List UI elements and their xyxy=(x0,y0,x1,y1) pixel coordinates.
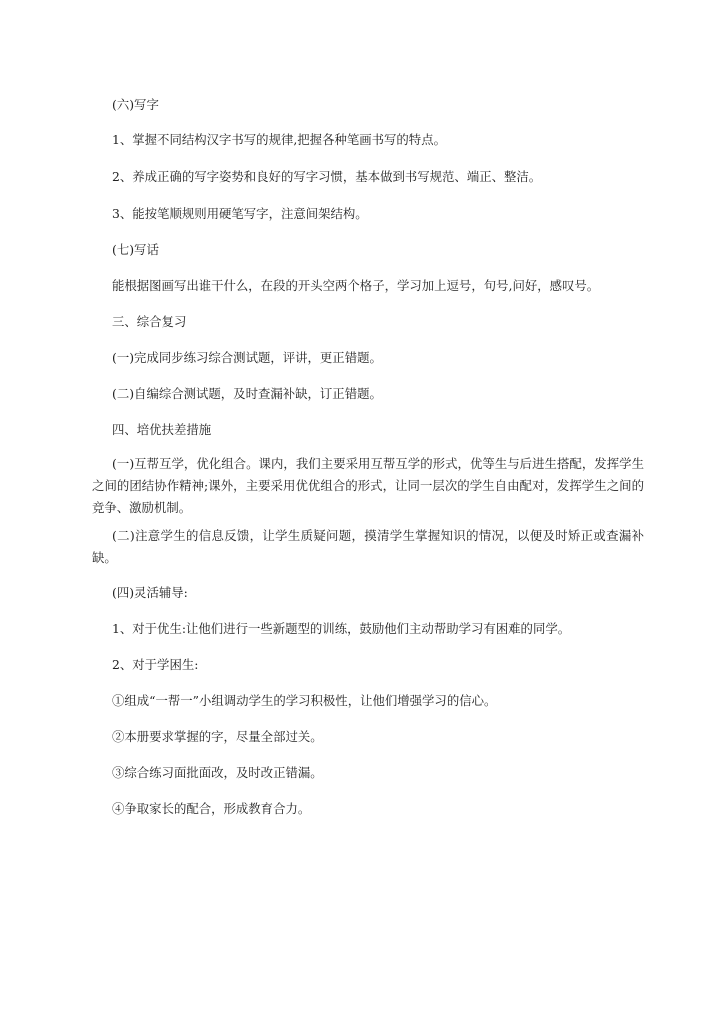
measures-paragraph-1: (一)互帮互学，优化组合。课内，我们主要采用互帮互学的形式，优等生与后进生搭配，发挥学生之间的团结协作精神;课外，主要采用优优组合的形式，让同一层次的学生自由配对，发挥学生之间的竞争、激励机制。 xyxy=(92,456,644,515)
tutoring-subitem-1: ①组成“一帮一”小组调动学生的学习积极性，让他们增强学习的信心。 xyxy=(112,693,497,708)
heading-writing: (六)写字 xyxy=(112,97,159,112)
measures-paragraph-2: (二)注意学生的信息反馈，让学生质疑问题，摸清学生掌握知识的情况，以便及时矫正或查漏补缺。 xyxy=(92,528,644,565)
heading-sentence-writing: (七)写话 xyxy=(112,242,159,257)
tutoring-subitem-2: ②本册要求掌握的字，尽量全部过关。 xyxy=(112,729,323,744)
tutoring-item-1: 1、对于优生:让他们进行一些新题型的训练，鼓励他们主动帮助学习有困难的同学。 xyxy=(112,621,571,636)
review-item-1: (一)完成同步练习综合测试题，评讲，更正错题。 xyxy=(112,350,382,365)
heading-measures: 四、培优扶差措施 xyxy=(112,422,212,437)
review-item-2: (二)自编综合测试题，及时查漏补缺，订正错题。 xyxy=(112,386,382,401)
writing-item-2: 2、养成正确的写字姿势和良好的写字习惯，基本做到书写规范、端正、整洁。 xyxy=(112,169,542,184)
writing-item-3: 3、能按笔顺规则用硬笔写字，注意间架结构。 xyxy=(112,206,368,221)
tutoring-item-2: 2、对于学困生: xyxy=(112,657,199,672)
sentence-writing-item: 能根据图画写出谁干什么，在段的开头空两个格子，学习加上逗号，句号,问好，感叹号。 xyxy=(112,278,600,293)
tutoring-subitem-3: ③综合练习面批面改，及时改正错漏。 xyxy=(112,765,323,780)
heading-review: 三、综合复习 xyxy=(112,314,187,329)
tutoring-subitem-4: ④争取家长的配合，形成教育合力。 xyxy=(112,801,311,816)
writing-item-1: 1、掌握不同结构汉字书写的规律,把握各种笔画书写的特点。 xyxy=(112,132,446,147)
heading-tutoring: (四)灵活辅导: xyxy=(112,585,188,600)
